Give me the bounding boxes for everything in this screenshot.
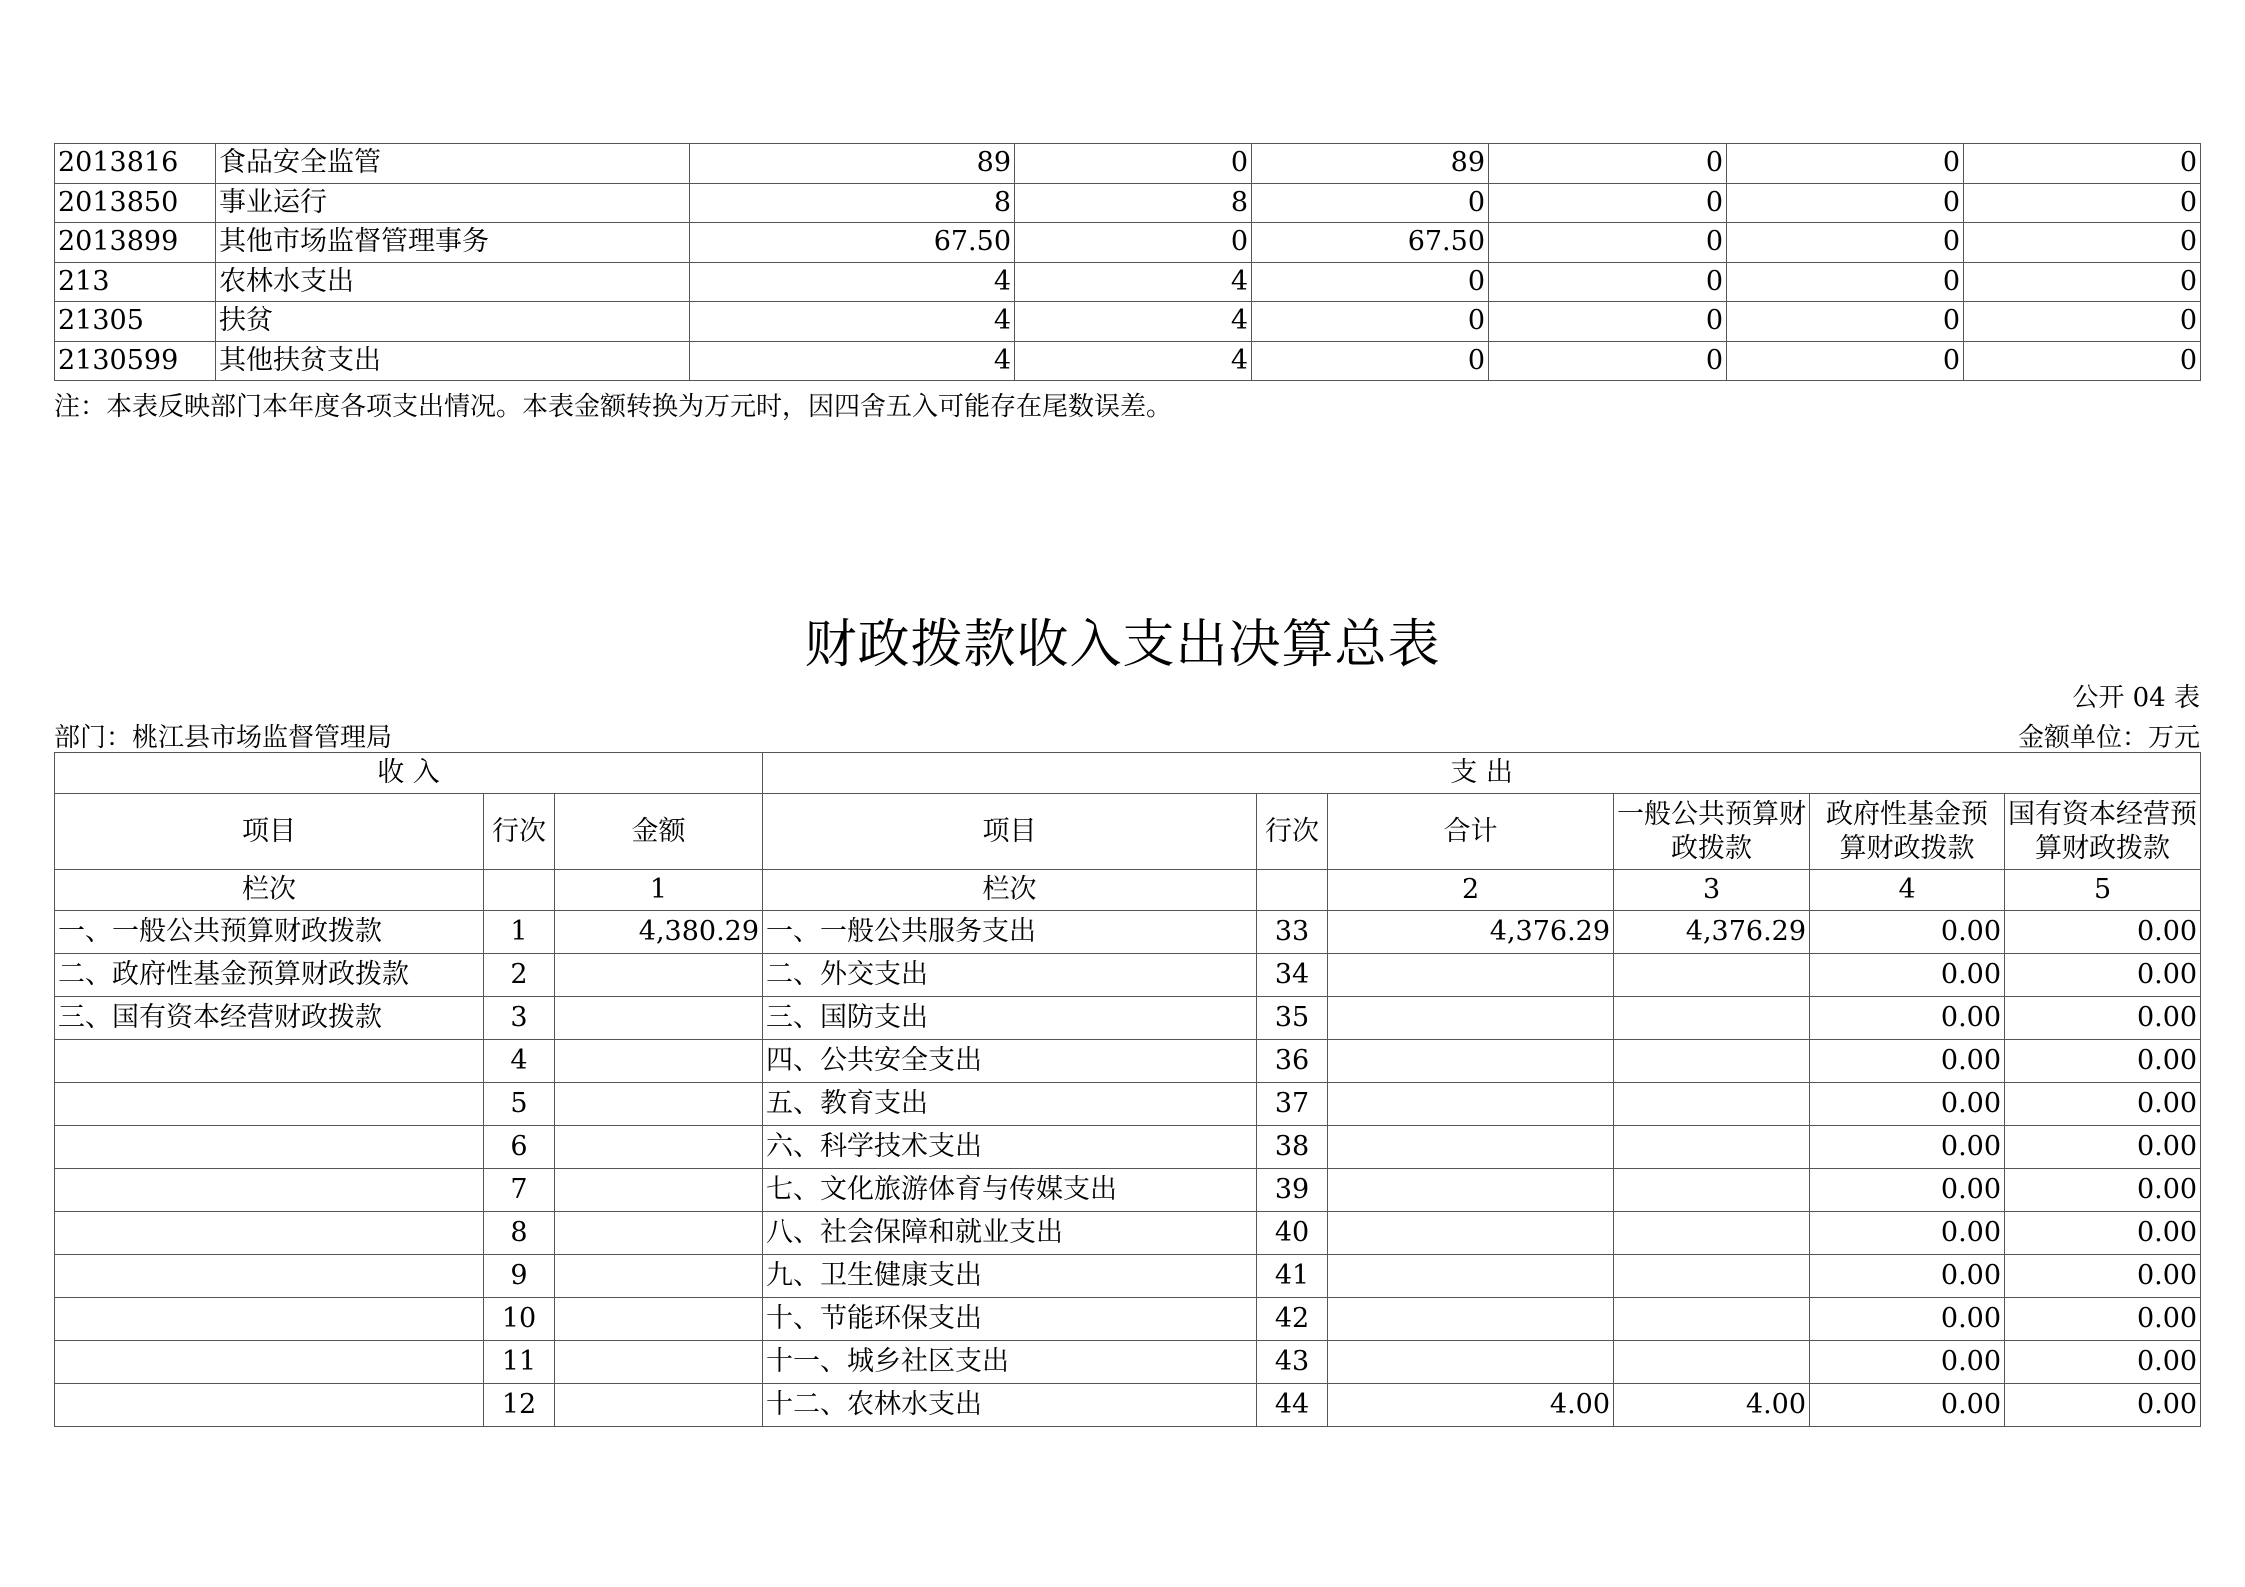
header-row-sections (55, 753, 2201, 794)
income-item (55, 1255, 484, 1298)
expense-row-no: 33 (1257, 911, 1328, 954)
row-value-2: 0 (1015, 144, 1252, 184)
state-capital-amount: 0.00 (2005, 1169, 2201, 1212)
table-row (55, 341, 2201, 381)
col-number-4: 4 (1810, 870, 2005, 911)
row-value-1: 89 (690, 144, 1015, 184)
row-value-2: 0 (1015, 223, 1252, 263)
income-amount (555, 1083, 763, 1126)
table-row (55, 1126, 2201, 1169)
col-number-1: 1 (555, 870, 763, 911)
row-code: 2013850 (55, 183, 216, 223)
expense-item: 二、外交支出 (763, 954, 1257, 997)
gov-fund-amount: 0.00 (1810, 1212, 2005, 1255)
income-amount (555, 1384, 763, 1427)
income-item (55, 1341, 484, 1384)
expense-total (1328, 997, 1614, 1040)
table-row (55, 911, 2201, 954)
income-item (55, 1169, 484, 1212)
gov-fund-amount: 0.00 (1810, 1040, 2005, 1083)
state-capital-amount: 0.00 (2005, 1341, 2201, 1384)
row-value-4: 0 (1489, 183, 1727, 223)
income-row-no: 12 (484, 1384, 555, 1427)
row-value-6: 0 (1964, 341, 2201, 381)
income-row-no: 1 (484, 911, 555, 954)
row-name: 食品安全监管 (216, 144, 690, 184)
general-budget-amount (1614, 1083, 1810, 1126)
row-name: 农林水支出 (216, 262, 690, 302)
table-row (55, 1169, 2201, 1212)
row-value-4: 0 (1489, 262, 1727, 302)
income-item: 二、政府性基金预算财政拨款 (55, 954, 484, 997)
col-number-2: 2 (1328, 870, 1614, 911)
row-value-5: 0 (1727, 183, 1964, 223)
expense-item: 十一、城乡社区支出 (763, 1341, 1257, 1384)
state-capital-amount: 0.00 (2005, 911, 2201, 954)
income-row-no: 8 (484, 1212, 555, 1255)
state-capital-amount: 0.00 (2005, 1255, 2201, 1298)
income-item (55, 1126, 484, 1169)
income-amount (555, 1040, 763, 1083)
expense-row-no: 36 (1257, 1040, 1328, 1083)
income-item (55, 1040, 484, 1083)
income-col-blank (484, 870, 555, 911)
income-amount (555, 1298, 763, 1341)
table-note: 注：本表反映部门本年度各项支出情况。本表金额转换为万元时，因四舍五入可能存在尾数误差。 (54, 392, 1173, 422)
row-value-2: 8 (1015, 183, 1252, 223)
expense-row-no: 35 (1257, 997, 1328, 1040)
expense-header: 支 出 (763, 753, 2201, 794)
general-budget-amount (1614, 1341, 1810, 1384)
income-row-no: 4 (484, 1040, 555, 1083)
state-capital-amount: 0.00 (2005, 997, 2201, 1040)
table-row (55, 1255, 2201, 1298)
row-value-4: 0 (1489, 341, 1727, 381)
income-row-no: 2 (484, 954, 555, 997)
expense-total: 4,376.29 (1328, 911, 1614, 954)
expense-row-no: 41 (1257, 1255, 1328, 1298)
general-budget-header: 一般公共预算财政拨款 (1614, 794, 1810, 870)
row-code: 2013899 (55, 223, 216, 263)
table-row (55, 302, 2201, 342)
expense-row-no: 39 (1257, 1169, 1328, 1212)
expense-row-no: 40 (1257, 1212, 1328, 1255)
general-budget-amount (1614, 954, 1810, 997)
income-amount (555, 1169, 763, 1212)
gov-fund-amount: 0.00 (1810, 1083, 2005, 1126)
row-value-1: 4 (690, 262, 1015, 302)
expense-total (1328, 1341, 1614, 1384)
income-header: 收 入 (55, 753, 763, 794)
expense-total (1328, 1169, 1614, 1212)
income-amount-header: 金额 (555, 794, 763, 870)
department-label: 部门：桃江县市场监督管理局 (54, 723, 393, 753)
row-value-5: 0 (1727, 302, 1964, 342)
expense-item: 一、一般公共服务支出 (763, 911, 1257, 954)
expense-total (1328, 1212, 1614, 1255)
table-row (55, 997, 2201, 1040)
row-name: 扶贫 (216, 302, 690, 342)
state-capital-amount: 0.00 (2005, 1083, 2201, 1126)
table-row (55, 1083, 2201, 1126)
table-row (55, 144, 2201, 184)
income-amount (555, 954, 763, 997)
expense-item: 八、社会保障和就业支出 (763, 1212, 1257, 1255)
expense-total (1328, 954, 1614, 997)
income-row-no: 10 (484, 1298, 555, 1341)
expense-detail-body (55, 144, 2201, 381)
total-header: 合计 (1328, 794, 1614, 870)
row-value-6: 0 (1964, 302, 2201, 342)
income-row-no: 11 (484, 1341, 555, 1384)
row-code: 2013816 (55, 144, 216, 184)
header-row-column-numbers (55, 870, 2201, 911)
gov-fund-amount: 0.00 (1810, 1341, 2005, 1384)
expense-col-blank (1257, 870, 1328, 911)
row-value-3: 89 (1252, 144, 1489, 184)
general-budget-amount (1614, 1126, 1810, 1169)
expense-total (1328, 1126, 1614, 1169)
row-code: 213 (55, 262, 216, 302)
income-item: 三、国有资本经营财政拨款 (55, 997, 484, 1040)
income-item: 一、一般公共预算财政拨款 (55, 911, 484, 954)
state-capital-amount: 0.00 (2005, 1040, 2201, 1083)
income-amount (555, 1212, 763, 1255)
row-value-3: 0 (1252, 302, 1489, 342)
expense-total (1328, 1255, 1614, 1298)
state-capital-amount: 0.00 (2005, 954, 2201, 997)
income-row-no-header: 行次 (484, 794, 555, 870)
income-item-header: 项目 (55, 794, 484, 870)
row-value-1: 4 (690, 302, 1015, 342)
table-row (55, 1212, 2201, 1255)
table-row (55, 1298, 2201, 1341)
income-amount (555, 997, 763, 1040)
row-code: 21305 (55, 302, 216, 342)
income-amount (555, 1255, 763, 1298)
table-row (55, 183, 2201, 223)
expense-item: 九、卫生健康支出 (763, 1255, 1257, 1298)
general-budget-amount (1614, 1169, 1810, 1212)
expense-item: 六、科学技术支出 (763, 1126, 1257, 1169)
expense-row-no: 42 (1257, 1298, 1328, 1341)
row-value-4: 0 (1489, 223, 1727, 263)
amount-unit-label: 金额单位：万元 (2017, 723, 2200, 753)
expense-item: 十、节能环保支出 (763, 1298, 1257, 1341)
expense-total (1328, 1083, 1614, 1126)
income-item (55, 1212, 484, 1255)
row-value-4: 0 (1489, 302, 1727, 342)
state-capital-header: 国有资本经营预算财政拨款 (2005, 794, 2201, 870)
page-title: 财政拨款收入支出决算总表 (804, 615, 1441, 675)
table-row (55, 954, 2201, 997)
header-row-columns (55, 794, 2201, 870)
table-row (55, 223, 2201, 263)
expense-row-no: 37 (1257, 1083, 1328, 1126)
expense-item: 三、国防支出 (763, 997, 1257, 1040)
general-budget-amount (1614, 1040, 1810, 1083)
row-name: 其他扶贫支出 (216, 341, 690, 381)
expense-row-no: 44 (1257, 1384, 1328, 1427)
gov-fund-header: 政府性基金预算财政拨款 (1810, 794, 2005, 870)
row-value-2: 4 (1015, 341, 1252, 381)
income-row-no: 5 (484, 1083, 555, 1126)
row-value-5: 0 (1727, 223, 1964, 263)
general-budget-amount (1614, 1255, 1810, 1298)
row-value-3: 0 (1252, 262, 1489, 302)
row-value-6: 0 (1964, 262, 2201, 302)
income-row-no: 7 (484, 1169, 555, 1212)
expense-item: 四、公共安全支出 (763, 1040, 1257, 1083)
expense-total: 4.00 (1328, 1384, 1614, 1427)
table-row (55, 1384, 2201, 1427)
income-item (55, 1384, 484, 1427)
gov-fund-amount: 0.00 (1810, 1255, 2005, 1298)
expense-item: 七、文化旅游体育与传媒支出 (763, 1169, 1257, 1212)
state-capital-amount: 0.00 (2005, 1298, 2201, 1341)
row-value-6: 0 (1964, 183, 2201, 223)
row-value-5: 0 (1727, 144, 1964, 184)
income-row-no: 3 (484, 997, 555, 1040)
table-row (55, 1341, 2201, 1384)
income-col-label: 栏次 (55, 870, 484, 911)
state-capital-amount: 0.00 (2005, 1384, 2201, 1427)
expense-total (1328, 1040, 1614, 1083)
gov-fund-amount: 0.00 (1810, 1169, 2005, 1212)
fiscal-summary-body (55, 753, 2201, 1427)
state-capital-amount: 0.00 (2005, 1212, 2201, 1255)
expense-item-header: 项目 (763, 794, 1257, 870)
row-value-6: 0 (1964, 223, 2201, 263)
row-value-1: 8 (690, 183, 1015, 223)
general-budget-amount (1614, 997, 1810, 1040)
gov-fund-amount: 0.00 (1810, 997, 2005, 1040)
general-budget-amount: 4.00 (1614, 1384, 1810, 1427)
row-value-5: 0 (1727, 262, 1964, 302)
expense-item: 十二、农林水支出 (763, 1384, 1257, 1427)
expense-item: 五、教育支出 (763, 1083, 1257, 1126)
income-amount: 4,380.29 (555, 911, 763, 954)
gov-fund-amount: 0.00 (1810, 911, 2005, 954)
expense-col-label: 栏次 (763, 870, 1257, 911)
expense-row-no: 43 (1257, 1341, 1328, 1384)
general-budget-amount: 4,376.29 (1614, 911, 1810, 954)
income-row-no: 6 (484, 1126, 555, 1169)
col-number-5: 5 (2005, 870, 2201, 911)
row-value-5: 0 (1727, 341, 1964, 381)
row-value-1: 67.50 (690, 223, 1015, 263)
row-value-3: 0 (1252, 183, 1489, 223)
general-budget-amount (1614, 1212, 1810, 1255)
gov-fund-amount: 0.00 (1810, 1126, 2005, 1169)
table-row (55, 262, 2201, 302)
gov-fund-amount: 0.00 (1810, 1384, 2005, 1427)
income-amount (555, 1126, 763, 1169)
fiscal-summary-table (54, 752, 2201, 1427)
expense-detail-table (54, 143, 2201, 381)
income-row-no: 9 (484, 1255, 555, 1298)
row-value-1: 4 (690, 341, 1015, 381)
row-value-6: 0 (1964, 144, 2201, 184)
expense-total (1328, 1298, 1614, 1341)
row-code: 2130599 (55, 341, 216, 381)
income-item (55, 1298, 484, 1341)
income-item (55, 1083, 484, 1126)
expense-row-no: 34 (1257, 954, 1328, 997)
row-name: 其他市场监督管理事务 (216, 223, 690, 263)
expense-row-no: 38 (1257, 1126, 1328, 1169)
row-value-2: 4 (1015, 262, 1252, 302)
gov-fund-amount: 0.00 (1810, 954, 2005, 997)
row-value-3: 67.50 (1252, 223, 1489, 263)
state-capital-amount: 0.00 (2005, 1126, 2201, 1169)
gov-fund-amount: 0.00 (1810, 1298, 2005, 1341)
expense-row-no-header: 行次 (1257, 794, 1328, 870)
row-name: 事业运行 (216, 183, 690, 223)
form-number: 公开 04 表 (2072, 683, 2200, 713)
table-row (55, 1040, 2201, 1083)
row-value-4: 0 (1489, 144, 1727, 184)
col-number-3: 3 (1614, 870, 1810, 911)
row-value-2: 4 (1015, 302, 1252, 342)
row-value-3: 0 (1252, 341, 1489, 381)
general-budget-amount (1614, 1298, 1810, 1341)
income-amount (555, 1341, 763, 1384)
